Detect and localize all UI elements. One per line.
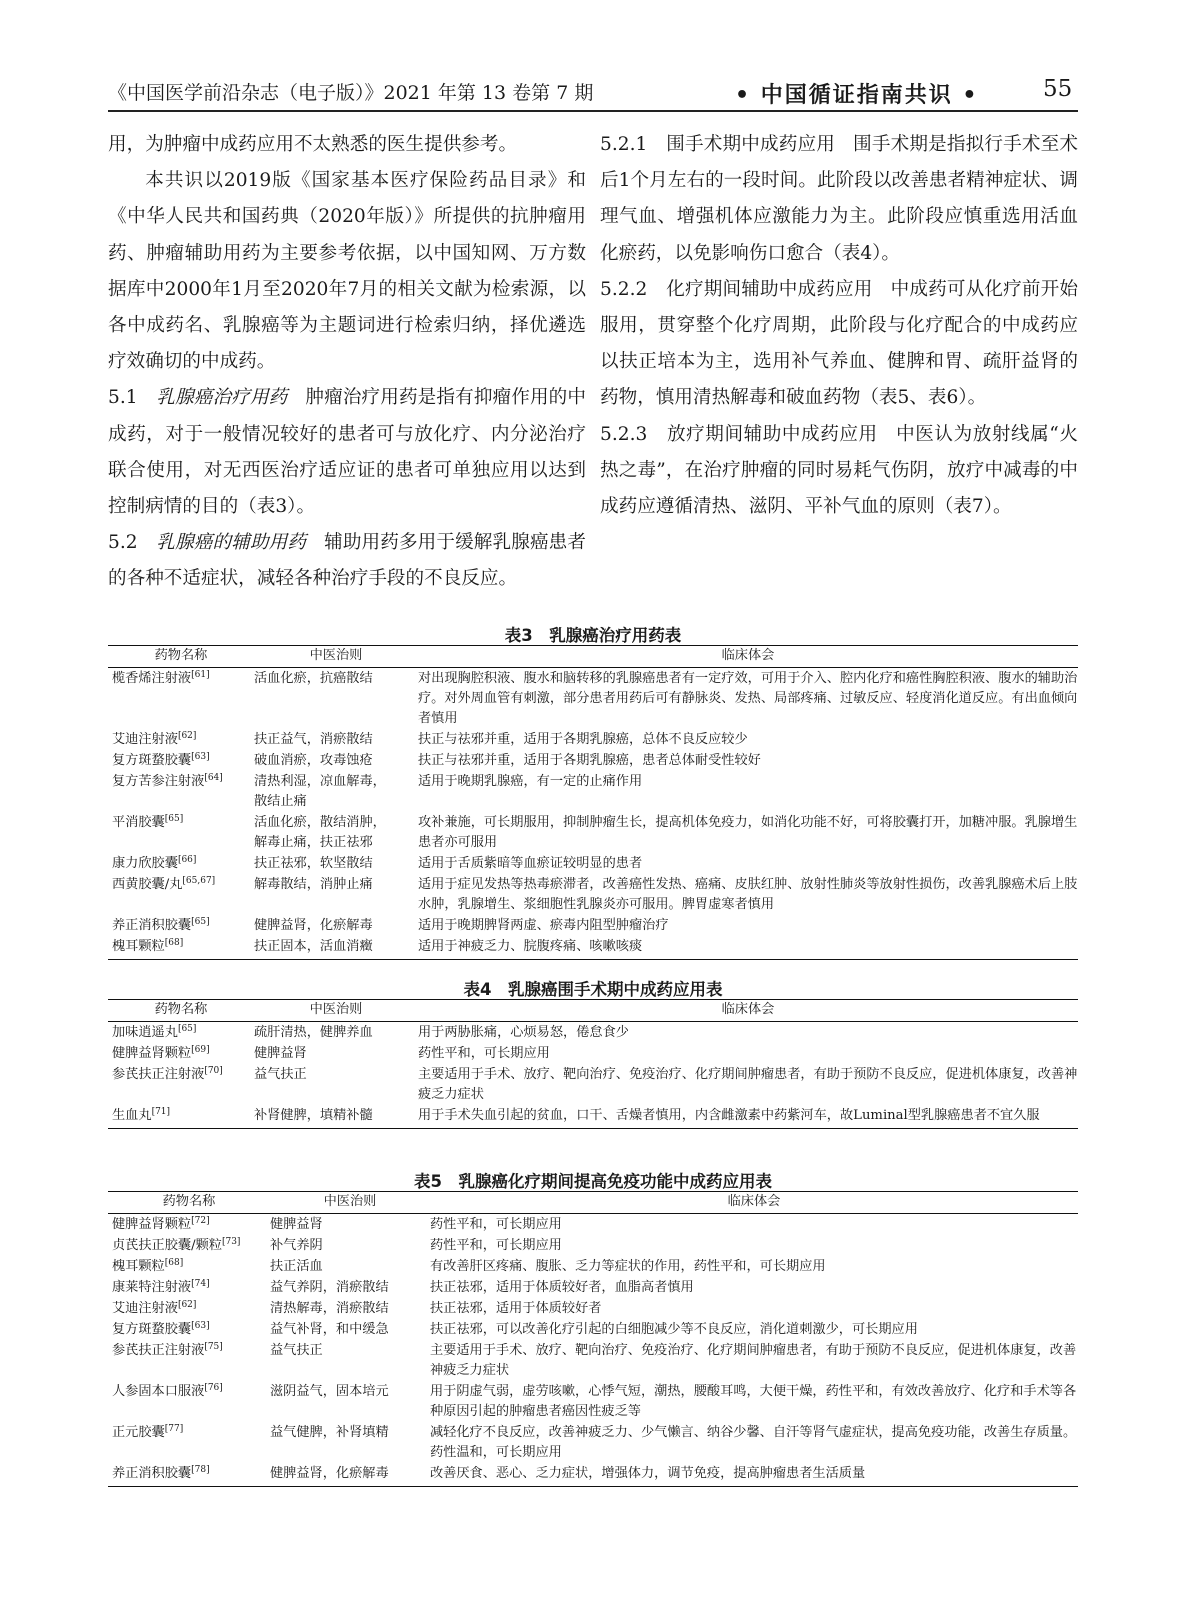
left-text-column [108,127,586,598]
drug-name: 生血丸 [112,1108,152,1123]
table-row [108,915,1078,936]
principle-line: 清热解毒，消瘀散结 [270,1301,389,1316]
table-row [108,750,1078,771]
table-row [108,729,1078,750]
principle-cell [254,1105,418,1129]
reference-marker: [72] [191,1216,210,1226]
page-number: 55 [1043,76,1073,102]
principle-line: 益气养阴，消瘀散结 [270,1280,389,1295]
table-row [108,812,1078,853]
reference-marker: [68] [164,1258,184,1268]
section-number: 5.2.2 [600,278,648,300]
drug-name-cell [108,1043,254,1064]
drug-name: 贞芪扶正胶囊/颗粒 [112,1238,222,1253]
reference-marker: [65,67] [182,876,216,886]
section-heading: 化疗期间辅助中成药应用 [666,278,873,300]
drug-name: 槐耳颗粒 [112,1259,165,1274]
drug-name: 复方斑蝥胶囊 [112,1322,192,1337]
clinical-experience-cell: 主要适用于手术、放疗、靶向治疗、免疫治疗、化疗期间肿瘤患者，有助于预防不良反应，促进机体康复，改善神疲乏力症状 [430,1343,1077,1378]
principle-line: 健脾益肾，化瘀解毒 [254,918,373,933]
principle-line: 疏肝清热，健脾养血 [254,1025,373,1040]
reference-marker: [69] [191,1045,210,1055]
section-body: 辅助用药多用于缓解乳腺癌患者的各种不适症状，减轻各种治疗手段的不良反应。 [108,532,586,590]
principle-line: 滋阴益气，固本培元 [270,1384,389,1399]
principle-cell [254,874,418,915]
principle-line: 益气健脾，补肾填精 [270,1425,389,1440]
section-heading: 乳腺癌治疗用药 [156,387,288,409]
principle-cell [254,668,418,730]
table4-title: 表4 乳腺癌围手术期中成药应用表 [463,980,723,999]
reference-marker: [68] [164,938,184,948]
clinical-experience-cell: 攻补兼施，可长期服用，抑制肿瘤生长，提高机体免疫力，如消化功能不好，可将胶囊打开，加糖冲服。乳腺增生患者亦可服用 [418,815,1078,850]
drug-name-cell [108,1256,270,1277]
principle-line: 补气养阴 [270,1238,323,1253]
table-row [108,1043,1078,1064]
principle-line: 益气扶正 [254,1067,307,1082]
table-row [108,1319,1078,1340]
section-5-2-2 [600,272,1078,417]
table-row [108,936,1078,960]
right-text-column [600,127,1078,525]
principle-cell [270,1381,430,1422]
section-number: 5.1 [108,387,138,409]
drug-name: 参芪扶正注射液 [112,1067,205,1082]
drug-name: 康力欣胶囊 [112,856,178,871]
table4 [108,999,1078,1129]
section-5-2-1 [600,127,1078,272]
clinical-experience-cell: 扶正与祛邪并重，适用于各期乳腺癌，总体不良反应较少 [418,732,748,747]
col-header-experience: 临床体会 [418,646,1078,668]
drug-name: 健脾益肾颗粒 [112,1046,192,1061]
section-body: 中医认为放射线属“火热之毒”，在治疗肿瘤的同时易耗气伤阴，放疗中减毒的中成药应遵循清热、滋阴、平补气血的原则（表7）。 [600,423,1078,518]
clinical-experience-cell: 主要适用于手术、放疗、靶向治疗、免疫治疗、化疗期间肿瘤患者，有助于预防不良反应，促进机体康复，改善神疲乏力症状 [418,1067,1078,1102]
clinical-experience-cell: 用于两胁胀痛，心烦易怒，倦怠食少 [418,1025,629,1040]
clinical-experience-cell: 减轻化疗不良反应，改善神疲乏力、少气懒言、纳谷少馨、自汗等肾气虚症状，提高免疫功能，改善生存质量。药性温和，可长期应用 [430,1425,1077,1460]
reference-marker: [70] [204,1066,223,1076]
drug-name-cell [108,915,254,936]
drug-name: 加味逍遥丸 [112,1025,178,1040]
drug-name-cell [108,750,254,771]
section-heading: 放疗期间辅助中成药应用 [667,423,878,445]
reference-marker: [65] [191,917,210,927]
drug-name: 复方斑蝥胶囊 [112,753,192,768]
table3-title: 表3 乳腺癌治疗用药表 [504,626,682,645]
table3 [108,645,1078,960]
drug-name-cell [108,874,254,915]
drug-name-cell [108,1298,270,1319]
table5-title: 表5 乳腺癌化疗期间提高免疫功能中成药应用表 [414,1172,772,1191]
header-rule [108,110,1078,112]
principle-cell [254,1043,418,1064]
drug-name-cell [108,1022,254,1044]
clinical-experience-cell: 用于阴虚气弱，虚劳咳嗽，心悸气短，潮热，腰酸耳鸣，大便干燥，药性平和，有效改善放疗、化疗和手术等各种原因引起的肿瘤患者癌因性疲乏等 [430,1384,1077,1419]
reference-marker: [63] [191,752,210,762]
clinical-experience-cell: 扶正祛邪，适用于体质较好者 [430,1301,602,1316]
reference-marker: [74] [191,1279,210,1289]
principle-line: 益气补肾，和中缓急 [270,1322,389,1337]
principle-line: 解毒止痛，扶正祛邪 [254,835,373,850]
table-row [108,1105,1078,1129]
drug-name-cell [108,1340,270,1381]
principle-cell [254,1022,418,1044]
section-5-2-3 [600,417,1078,526]
clinical-experience-cell: 适用于晚期脾肾两虚、瘀毒内阻型肿瘤治疗 [418,918,669,933]
drug-name: 平消胶囊 [112,815,165,830]
drug-name-cell [108,936,254,960]
principle-cell [270,1463,430,1487]
drug-name-cell [108,812,254,853]
drug-name-cell [108,668,254,730]
section-heading: 围手术期中成药应用 [666,134,836,155]
col-header-experience: 临床体会 [418,1000,1078,1022]
reference-marker: [64] [204,773,223,783]
drug-name: 参芪扶正注射液 [112,1343,205,1358]
drug-name-cell [108,1235,270,1256]
paragraph-methods: 本共识以2019版《国家基本医疗保险药品目录》和《中华人民共和国药典（2020年版）》所提供的抗肿瘤用药、肿瘤辅助用药为主要参考依据，以中国知网、万方数据库中2000年1月至2020年7月的相关文献为检索源，以各中成药名、乳腺癌等为主题词进行检索归纳，择优遴选疗效确切的中成药。 [108,170,586,373]
col-header-principle: 中医治则 [254,646,418,668]
principle-cell [270,1319,430,1340]
clinical-experience-cell: 对出现胸腔积液、腹水和脑转移的乳腺癌患者有一定疗效，可用于介入、腔内化疗和癌性胸腔积液、腹水的辅助治疗。对外周血管有刺激，部分患者用药后可有静脉炎、发热、局部疼痛、过敏反应、轻度消化道反应。有出血倾向者慎用 [418,671,1078,726]
section-title: • 中国循证指南共识 • [735,83,979,108]
clinical-experience-cell: 改善厌食、恶心、乏力症状，增强体力，调节免疫，提高肿瘤患者生活质量 [430,1463,1078,1487]
reference-marker: [75] [204,1342,223,1352]
drug-name-cell [108,1214,270,1236]
reference-marker: [65] [177,1024,197,1034]
clinical-experience-cell: 扶正与祛邪并重，适用于各期乳腺癌，患者总体耐受性较好 [418,753,761,768]
table-row [108,1022,1078,1044]
clinical-experience-cell: 适用于舌质紫暗等血瘀证较明显的患者 [418,856,643,871]
principle-line: 解毒散结，消肿止痛 [254,877,373,892]
drug-name-cell [108,1064,254,1105]
col-header-experience: 临床体会 [430,1192,1078,1214]
drug-name-cell [108,771,254,812]
principle-line: 散结止痛 [254,794,307,809]
table-row [108,1463,1078,1487]
reference-marker: [63] [191,1321,210,1331]
principle-line: 扶正益气，消瘀散结 [254,732,373,747]
col-header-drug: 药物名称 [108,1192,270,1214]
table-row [108,668,1078,730]
clinical-experience-cell: 有改善肝区疼痛、腹胀、乏力等症状的作用，药性平和，可长期应用 [430,1259,826,1274]
drug-name-cell [108,1463,270,1487]
drug-name: 西黄胶囊/丸 [112,877,183,892]
clinical-experience-cell: 药性平和，可长期应用 [430,1238,562,1253]
reference-marker: [71] [151,1107,171,1117]
section-heading: 乳腺癌的辅助用药 [156,532,307,554]
clinical-experience-cell: 用于手术失血引起的贫血，口干、舌燥者慎用，内含雌激素中药紫河车，故Luminal型乳腺癌患者不宜久服 [418,1105,1078,1129]
principle-line: 扶正活血 [270,1259,323,1274]
clinical-experience-cell: 适用于晚期乳腺癌，有一定的止痛作用 [418,774,643,789]
principle-cell [270,1256,430,1277]
reference-marker: [77] [164,1424,184,1434]
principle-cell [270,1422,430,1463]
col-header-principle: 中医治则 [270,1192,430,1214]
section-number: 5.2.3 [600,423,648,445]
principle-cell [270,1235,430,1256]
principle-cell [254,853,418,874]
table-row [108,1235,1078,1256]
col-header-principle: 中医治则 [254,1000,418,1022]
drug-name: 艾迪注射液 [112,1301,178,1316]
section-number: 5.2 [108,532,138,554]
clinical-experience-cell: 扶正祛邪，适用于体质较好者，血脂高者慎用 [430,1280,694,1295]
principle-cell [270,1340,430,1381]
principle-cell [254,750,418,771]
principle-line: 扶正固本，活血消癥 [254,939,373,954]
reference-marker: [73] [221,1237,241,1247]
section-body: 肿瘤治疗用药是指有抑瘤作用的中成药，对于一般情况较好的患者可与放化疗、内分泌治疗联合使用，对无西医治疗适应证的患者可单独应用以达到控制病情的目的（表3）。 [108,387,586,518]
journal-citation: 《中国医学前沿杂志（电子版）》2021 年第 13 卷第 7 期 [108,82,594,104]
principle-cell [254,936,418,960]
reference-marker: [62] [177,1300,197,1310]
paragraph-continued: 用，为肿瘤中成药应用不太熟悉的医生提供参考。 [108,134,518,155]
col-header-drug: 药物名称 [108,1000,254,1022]
drug-name: 人参固本口服液 [112,1384,205,1399]
drug-name-cell [108,853,254,874]
drug-name: 健脾益肾颗粒 [112,1217,192,1232]
clinical-experience-cell: 扶正祛邪，可以改善化疗引起的白细胞减少等不良反应，消化道刺激少，可长期应用 [430,1322,918,1337]
table-row [108,1422,1078,1463]
table-row [108,1298,1078,1319]
table-row [108,1381,1078,1422]
reference-marker: [78] [191,1465,210,1475]
clinical-experience-cell: 适用于神疲乏力、脘腹疼痛、咳嗽咳痰 [418,936,1078,960]
table-row [108,1277,1078,1298]
table-row [108,1256,1078,1277]
principle-line: 补肾健脾，填精补髓 [254,1108,373,1123]
principle-cell [254,771,418,812]
principle-cell [254,915,418,936]
principle-line: 健脾益肾，化瘀解毒 [270,1466,389,1481]
principle-cell [254,729,418,750]
reference-marker: [65] [164,814,184,824]
drug-name: 正元胶囊 [112,1425,165,1440]
principle-cell [270,1298,430,1319]
drug-name: 榄香烯注射液 [112,671,192,686]
principle-line: 活血化瘀，抗癌散结 [254,671,373,686]
drug-name-cell [108,1277,270,1298]
drug-name-cell [108,729,254,750]
drug-name: 槐耳颗粒 [112,939,165,954]
drug-name-cell [108,1381,270,1422]
principle-line: 活血化瘀，散结消肿， [254,815,386,830]
drug-name: 康莱特注射液 [112,1280,192,1295]
reference-marker: [66] [177,855,197,865]
table-row [108,853,1078,874]
col-header-drug: 药物名称 [108,646,254,668]
section-5-2 [108,525,586,597]
drug-name: 养正消积胶囊 [112,1466,192,1481]
drug-name: 养正消积胶囊 [112,918,192,933]
principle-line: 破血消瘀，攻毒蚀疮 [254,753,373,768]
drug-name-cell [108,1319,270,1340]
table-row [108,771,1078,812]
clinical-experience-cell: 适用于症见发热等热毒瘀滞者，改善癌性发热、癌痛、皮肤红肿、放射性肺炎等放射性损伤，改善乳腺癌术后上肢水肿，乳腺增生、浆细胞性乳腺炎亦可服用。脾胃虚寒者慎用 [418,877,1078,912]
reference-marker: [76] [204,1383,223,1393]
principle-cell [254,812,418,853]
principle-line: 益气扶正 [270,1343,323,1358]
table-row [108,1340,1078,1381]
principle-line: 健脾益肾 [270,1217,323,1232]
reference-marker: [61] [191,670,210,680]
reference-marker: [62] [177,731,197,741]
clinical-experience-cell: 药性平和，可长期应用 [418,1046,550,1061]
drug-name: 复方苦参注射液 [112,774,205,789]
table-row [108,1214,1078,1236]
drug-name-cell [108,1105,254,1129]
table5 [108,1191,1078,1487]
principle-line: 清热利湿，凉血解毒， [254,774,386,789]
drug-name-cell [108,1422,270,1463]
table-row [108,874,1078,915]
principle-cell [270,1277,430,1298]
section-number: 5.2.1 [600,134,648,155]
section-5-1 [108,380,586,525]
drug-name: 艾迪注射液 [112,732,178,747]
section-body: 中成药可从化疗前开始服用，贯穿整个化疗周期，此阶段与化疗配合的中成药应以扶正培本为主，选用补气养血、健脾和胃、疏肝益肾的药物，慎用清热解毒和破血药物（表5、表6）。 [600,278,1078,409]
principle-cell [254,1064,418,1105]
section-body: 围手术期是指拟行手术至术后1个月左右的一段时间。此阶段以改善患者精神症状、调理气血、增强机体应激能力为主。此阶段应慎重选用活血化瘀药，以免影响伤口愈合（表4）。 [600,134,1078,264]
table-row [108,1064,1078,1105]
principle-cell [270,1214,430,1236]
clinical-experience-cell: 药性平和，可长期应用 [430,1217,562,1232]
principle-line: 扶正祛邪，软坚散结 [254,856,373,871]
principle-line: 健脾益肾 [254,1046,307,1061]
